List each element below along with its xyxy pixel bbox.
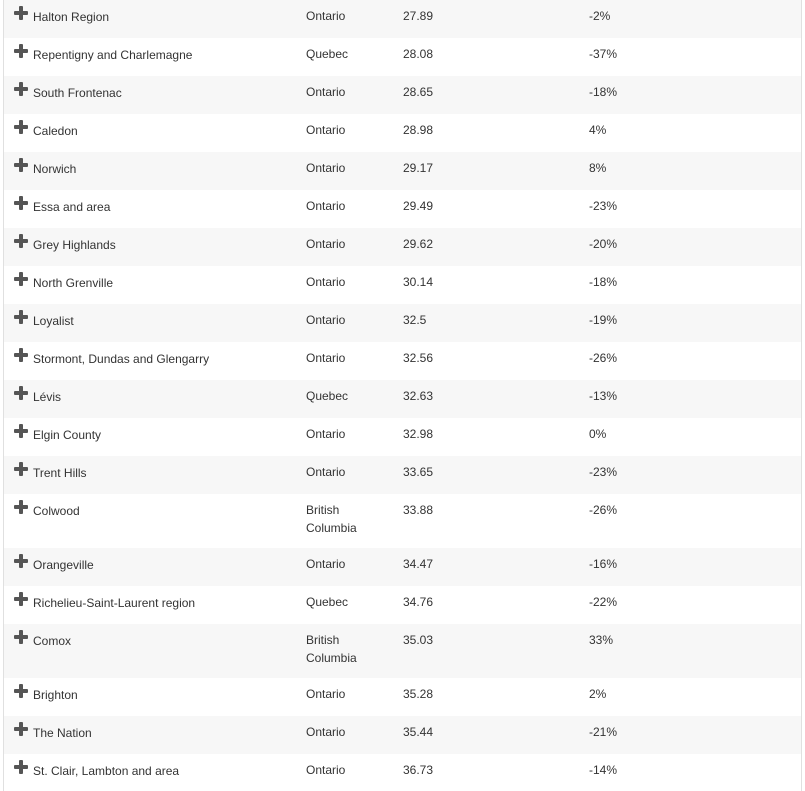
row-name[interactable]: Brighton [33,688,78,702]
plus-icon[interactable] [14,82,28,96]
plus-icon[interactable] [14,120,28,134]
row-province: Ontario [306,313,346,327]
row-value: 32.98 [403,427,434,441]
row-name[interactable]: Halton Region [33,10,110,24]
table-row [4,678,801,716]
row-name[interactable]: Lévis [33,390,62,404]
plus-icon[interactable] [14,684,28,698]
row-name[interactable]: South Frontenac [33,86,122,100]
plus-icon[interactable] [14,272,28,286]
row-change: -14% [589,763,618,777]
row-change: -21% [589,725,618,739]
row-value: 28.65 [403,85,434,99]
row-change: -37% [589,47,618,61]
table-body [4,0,801,791]
row-value: 32.63 [403,389,434,403]
plus-icon[interactable] [14,760,28,774]
row-province: Ontario [306,351,346,365]
row-change: -16% [589,557,618,571]
plus-icon[interactable] [14,500,28,514]
row-change: 33% [589,633,614,647]
table-row [4,418,801,456]
plus-icon[interactable] [14,592,28,606]
plus-icon[interactable] [14,310,28,324]
row-change: -20% [589,237,618,251]
row-value: 27.89 [403,9,434,23]
row-province: Ontario [306,465,346,479]
row-province: Ontario [306,557,346,571]
row-change: -19% [589,313,618,327]
row-name[interactable]: Orangeville [33,558,94,572]
row-province: British Columbia [306,503,357,535]
row-province: British Columbia [306,633,357,665]
plus-icon[interactable] [14,234,28,248]
table-row [4,76,801,114]
plus-icon[interactable] [14,630,28,644]
data-table [3,0,802,791]
table-row [4,266,801,304]
plus-icon[interactable] [14,196,28,210]
table-row [4,38,801,76]
row-name[interactable]: North Grenville [33,276,114,290]
row-name[interactable]: Grey Highlands [33,238,116,252]
plus-icon[interactable] [14,424,28,438]
plus-icon[interactable] [14,348,28,362]
row-province: Ontario [306,199,346,213]
row-value: 34.76 [403,595,434,609]
row-name[interactable]: Repentigny and Charlemagne [33,48,193,62]
row-value: 35.03 [403,633,434,647]
row-value: 28.98 [403,123,434,137]
row-change: 0% [589,427,607,441]
row-province: Ontario [306,123,346,137]
plus-icon[interactable] [14,386,28,400]
row-province: Ontario [306,275,346,289]
row-change: -26% [589,351,618,365]
row-value: 35.28 [403,687,434,701]
table-row [4,304,801,342]
row-change: -22% [589,595,618,609]
table-row [4,548,801,586]
row-name[interactable]: Caledon [33,124,78,138]
row-value: 32.5 [403,313,427,327]
row-province: Ontario [306,85,346,99]
table-row [4,190,801,228]
row-change: -18% [589,85,618,99]
row-province: Ontario [306,9,346,23]
row-change: -13% [589,389,618,403]
table-row [4,624,801,678]
row-value: 32.56 [403,351,434,365]
table-row [4,0,801,38]
table-row [4,754,801,791]
table-row [4,342,801,380]
row-change: -26% [589,503,618,517]
row-value: 30.14 [403,275,434,289]
row-change: -23% [589,199,618,213]
row-value: 29.49 [403,199,434,213]
row-change: -23% [589,465,618,479]
row-name[interactable]: Trent Hills [33,466,87,480]
table-row [4,586,801,624]
plus-icon[interactable] [14,554,28,568]
row-province: Ontario [306,763,346,777]
row-change: 8% [589,161,607,175]
row-value: 33.65 [403,465,434,479]
table-row [4,114,801,152]
table-row [4,228,801,266]
row-name[interactable]: Comox [33,634,72,648]
row-name[interactable]: Essa and area [33,200,111,214]
row-name[interactable]: Loyalist [33,314,74,328]
row-province: Ontario [306,237,346,251]
table-row [4,380,801,418]
row-change: 2% [589,687,607,701]
table-row [4,152,801,190]
table-row [4,716,801,754]
row-province: Quebec [306,389,349,403]
row-change: 4% [589,123,607,137]
row-province: Quebec [306,595,349,609]
plus-icon[interactable] [14,722,28,736]
row-province: Quebec [306,47,349,61]
table-row [4,456,801,494]
row-value: 36.73 [403,763,434,777]
row-value: 28.08 [403,47,434,61]
plus-icon[interactable] [14,158,28,172]
table-row [4,494,801,548]
row-name[interactable]: Colwood [33,504,80,518]
row-name[interactable]: Stormont, Dundas and Glengarry [33,352,210,366]
row-province: Ontario [306,427,346,441]
row-value: 34.47 [403,557,434,571]
row-value: 29.62 [403,237,434,251]
plus-icon[interactable] [14,6,28,20]
row-change: -18% [589,275,618,289]
row-province: Ontario [306,687,346,701]
row-name[interactable]: Norwich [33,162,77,176]
row-name[interactable]: The Nation [33,726,92,740]
row-province: Ontario [306,725,346,739]
row-value: 33.88 [403,503,434,517]
row-name[interactable]: St. Clair, Lambton and area [33,764,180,778]
row-name[interactable]: Richelieu-Saint-Laurent region [33,596,196,610]
row-change: -2% [589,9,611,23]
row-name[interactable]: Elgin County [33,428,102,442]
row-province: Ontario [306,161,346,175]
row-value: 29.17 [403,161,434,175]
row-value: 35.44 [403,725,434,739]
plus-icon[interactable] [14,44,28,58]
plus-icon[interactable] [14,462,28,476]
